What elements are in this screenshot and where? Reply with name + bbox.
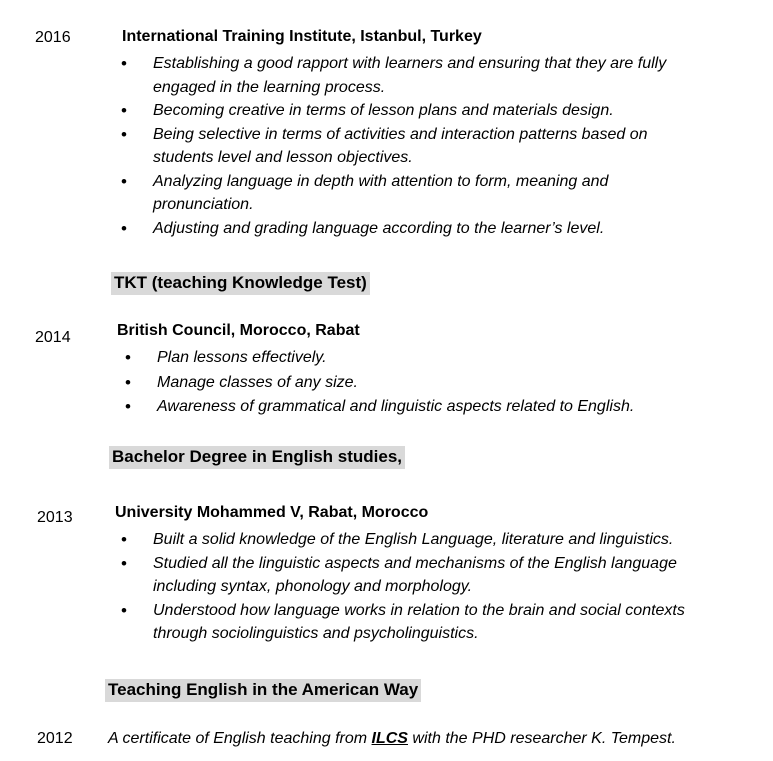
bullet-list — [121, 52, 711, 240]
list-item: • Manage classes of any size. — [125, 371, 745, 396]
list-item: • Establishing a good rapport with learners and ensuring that they are fully engaged in the learning process. — [121, 52, 711, 99]
year-2013: 2013 — [37, 509, 73, 526]
year-2016: 2016 — [35, 29, 71, 46]
year-2012: 2012 — [37, 730, 73, 747]
institution-name: University Mohammed V, Rabat, Morocco — [115, 504, 429, 521]
year-2014: 2014 — [35, 329, 71, 346]
section-heading: Bachelor Degree in English studies, — [109, 446, 405, 469]
ilcs-highlight: ILCS — [371, 730, 408, 747]
bullet-list — [125, 346, 745, 420]
certificate-text-end: with the PHD researcher K. Tempest. — [407, 730, 676, 747]
institution-name: International Training Institute, Istanbul, Turkey — [122, 28, 482, 45]
list-item: • Being selective in terms of activities and interaction patterns based on students level and lesson objectives. — [121, 123, 711, 170]
certificate-text-start: A certificate of English teaching from — [108, 730, 372, 747]
list-item: • Becoming creative in terms of lesson plans and materials design. — [121, 99, 711, 123]
list-item: • Analyzing language in depth with attention to form, meaning and pronunciation. — [121, 170, 711, 217]
list-item: • Studied all the linguistic aspects and mechanisms of the English language including syntax, phonology and morphology. — [121, 552, 741, 599]
list-item: • Understood how language works in relation to the brain and social contexts through sociolinguistics and psycholinguistics. — [121, 599, 741, 646]
list-item: • Adjusting and grading language according to the learner’s level. — [121, 217, 711, 241]
institution-name: British Council, Morocco, Rabat — [117, 322, 360, 339]
list-item: • Awareness of grammatical and linguistic aspects related to English. — [125, 395, 745, 420]
bullet-list — [121, 528, 741, 646]
section-heading: Teaching English in the American Way — [105, 679, 421, 702]
list-item: • Plan lessons effectively. — [125, 346, 745, 371]
list-item: • Built a solid knowledge of the English Language, literature and linguistics. — [121, 528, 741, 552]
section-heading: TKT (teaching Knowledge Test) — [111, 272, 370, 295]
certificate-text — [108, 730, 676, 748]
